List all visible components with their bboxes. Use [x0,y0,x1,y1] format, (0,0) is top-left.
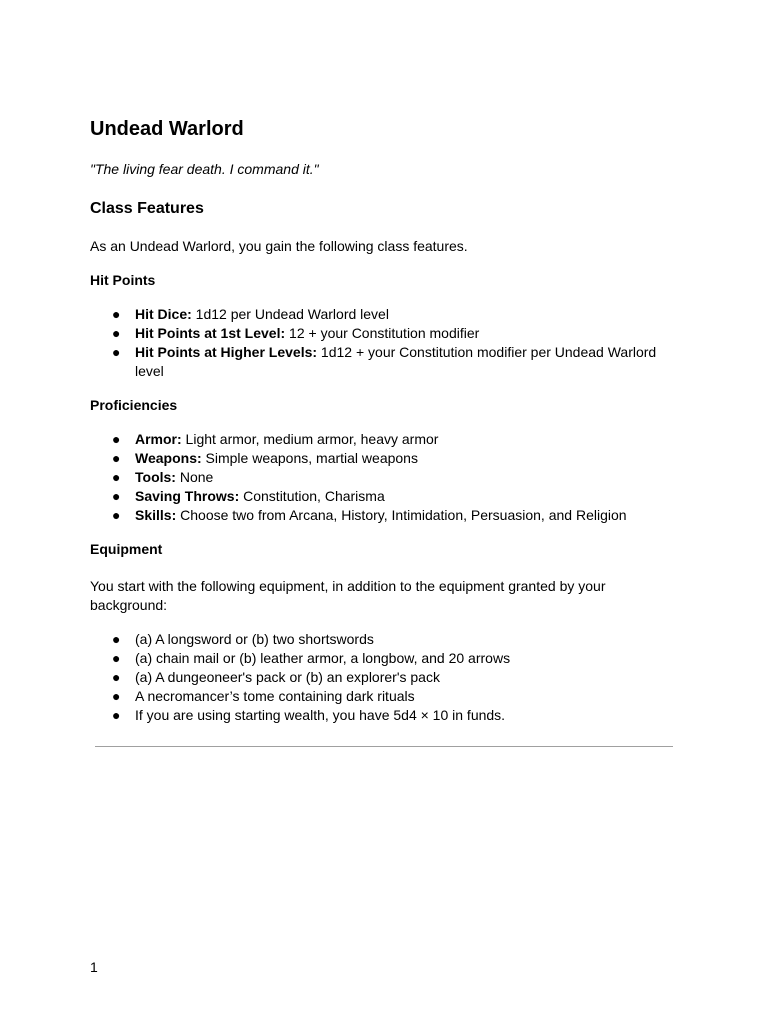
item-text: (a) A dungeoneer's pack or (b) an explorer's pack [135,669,440,685]
item-label: Skills: [135,507,177,523]
epigraph-quote: "The living fear death. I command it." [90,161,319,177]
bullet-icon: ● [112,631,121,647]
page-number: 1 [90,959,98,975]
bullet-icon: ● [112,707,121,723]
bullet-icon: ● [112,688,121,704]
item-text: 1d12 per Undead Warlord level [191,306,389,322]
equipment-list [90,630,680,725]
list-item [90,649,680,668]
list-item [90,668,680,687]
item-text: A necromancer’s tome containing dark rituals [135,688,415,704]
item-text: 1d12 + your Constitution modifier per Undead Warlord level [135,344,657,379]
bullet-icon: ● [112,669,121,685]
item-label: Hit Dice: [135,306,192,322]
subheading-equipment: Equipment [90,541,163,557]
item-text: (a) A longsword or (b) two shortswords [135,631,374,647]
list-item [90,506,680,525]
bullet-icon: ● [112,450,121,466]
bullet-icon: ● [112,306,121,322]
item-text: If you are using starting wealth, you have 5d4 × 10 in funds. [135,707,506,723]
hit-points-list [90,305,680,381]
bullet-icon: ● [112,325,121,341]
equipment-intro: You start with the following equipment, in addition to the equipment granted by your background: [90,578,606,613]
item-text: (a) chain mail or (b) leather armor, a longbow, and 20 arrows [135,650,511,666]
bullet-icon: ● [112,507,121,523]
class-features-intro: As an Undead Warlord, you gain the following class features. [90,238,468,254]
item-label: Tools: [135,469,176,485]
section-heading-class-features: Class Features [90,200,204,217]
bullet-icon: ● [112,650,121,666]
item-text: Constitution, Charisma [239,488,385,504]
list-item [90,305,680,324]
bullet-icon: ● [112,469,121,485]
document-content [90,116,680,725]
list-item [90,706,680,725]
subheading-proficiencies: Proficiencies [90,397,178,413]
item-text: 12 + your Constitution modifier [285,325,480,341]
list-item [90,343,680,381]
item-text: Simple weapons, martial weapons [201,450,418,466]
bullet-icon: ● [112,488,121,504]
list-item [90,449,680,468]
item-label: Hit Points at Higher Levels: [135,344,318,360]
item-text: Choose two from Arcana, History, Intimidation, Persuasion, and Religion [176,507,627,523]
subheading-hit-points: Hit Points [90,272,156,288]
list-item [90,324,680,343]
item-label: Saving Throws: [135,488,240,504]
item-label: Weapons: [135,450,202,466]
list-item [90,630,680,649]
page-title: Undead Warlord [90,118,244,140]
item-text: Light armor, medium armor, heavy armor [181,431,439,447]
item-label: Hit Points at 1st Level: [135,325,286,341]
bullet-icon: ● [112,431,121,447]
list-item [90,468,680,487]
item-text: None [175,469,214,485]
list-item [90,687,680,706]
list-item [90,430,680,449]
horizontal-divider [95,746,673,747]
list-item [90,487,680,506]
item-label: Armor: [135,431,182,447]
bullet-icon: ● [112,344,121,360]
proficiencies-list [90,430,680,525]
